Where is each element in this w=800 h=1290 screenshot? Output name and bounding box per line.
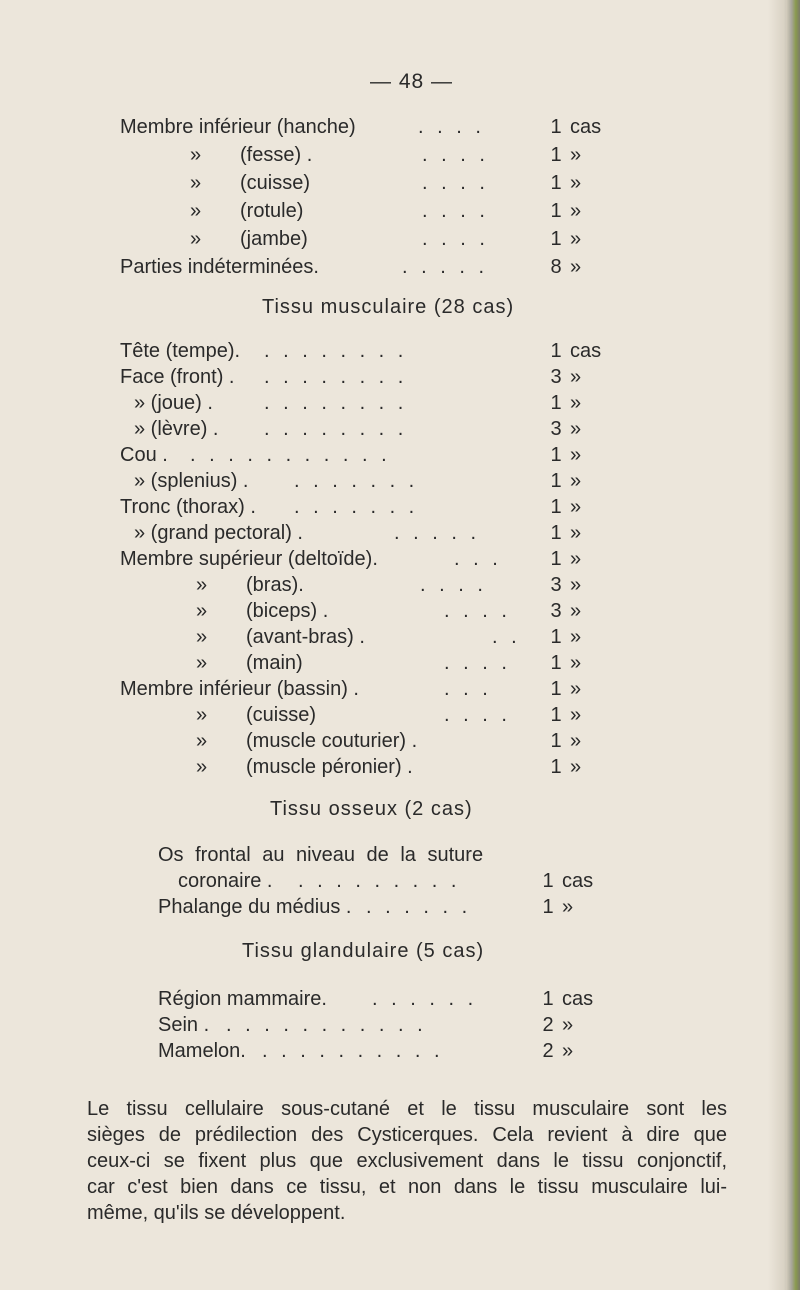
row-unit: » [570, 172, 582, 194]
row-label: » (avant-bras) . [196, 626, 365, 648]
row-label: Mamelon. [158, 1040, 246, 1062]
body-paragraph [87, 1096, 727, 1226]
row-label: Tête (tempe). [120, 340, 241, 362]
row-unit: » [570, 418, 582, 440]
row-unit: » [570, 392, 582, 414]
row-dots: . . . . . . . . [264, 366, 408, 388]
row-label: coronaire . [178, 870, 273, 892]
row-dots: . . . . . . . . [264, 340, 408, 362]
row-label: Membre inférieur (hanche) [120, 116, 356, 138]
row-count: 1 [542, 896, 554, 918]
row-label: Membre inférieur (bassin) . [120, 678, 359, 700]
row-dots: . . . . [418, 116, 485, 138]
row-unit: » [570, 200, 582, 222]
row-unit: » [570, 144, 582, 166]
row-unit: » [570, 496, 582, 518]
row-count: 1 [550, 392, 562, 414]
row-unit: » [570, 626, 582, 648]
paragraph-line: même, qu'ils se développent. [87, 1202, 346, 1224]
row-count: 8 [550, 256, 562, 278]
row-count: 1 [550, 730, 562, 752]
row-unit: cas [562, 870, 594, 892]
row-label: » (main) [196, 652, 303, 674]
row-count: 3 [550, 418, 562, 440]
row-unit: » [562, 1040, 574, 1062]
row-unit: » [570, 444, 582, 466]
row-dots: . . . . [422, 144, 489, 166]
row-unit: » [570, 228, 582, 250]
row-count: 1 [550, 470, 562, 492]
row-unit: » [570, 652, 582, 674]
row-label: » (muscle couturier) . [196, 730, 418, 752]
row-unit: » [570, 600, 582, 622]
row-dots: . . . . . . . . . . [262, 1040, 444, 1062]
row-count: 3 [550, 600, 562, 622]
paragraph-line: sièges de prédilection des Cysticerques. Cela revient à dire que [87, 1124, 727, 1146]
row-count: 1 [550, 116, 562, 138]
row-dots: . . . . . . . . [264, 418, 408, 440]
row-label: » (lèvre) . [134, 418, 219, 440]
row-dots: . . . . . . [372, 988, 478, 1010]
row-count: 2 [542, 1040, 554, 1062]
row-count: 1 [550, 704, 562, 726]
paragraph-line: car c'est bien dans ce tissu, et non dans le tissu musculaire lui- [87, 1176, 727, 1198]
row-count: 1 [550, 548, 562, 570]
row-count: 3 [550, 574, 562, 596]
row-label: Parties indéterminées. [120, 256, 319, 278]
row-dots: . . . . . . [366, 896, 472, 918]
row-unit: cas [570, 116, 602, 138]
row-unit: » [570, 730, 582, 752]
row-dots: . . . . . . . [294, 470, 419, 492]
row-dots: . . . . . . . . . . . [190, 444, 391, 466]
row-unit: cas [570, 340, 602, 362]
row-count: 1 [542, 870, 554, 892]
row-dots: . . . . [422, 172, 489, 194]
section-heading-musculaire: Tissu musculaire (28 cas) [262, 296, 515, 318]
row-dots: . . . . . [394, 522, 481, 544]
row-label: Phalange du médius . [158, 896, 352, 918]
row-dots: . . . . [422, 228, 489, 250]
row-dots: . . [492, 626, 521, 648]
row-dots: . . . [454, 548, 502, 570]
row-count: 3 [550, 366, 562, 388]
row-dots: . . . . [422, 200, 489, 222]
row-count: 1 [550, 678, 562, 700]
row-label: » (bras). [196, 574, 304, 596]
row-unit: » [570, 574, 582, 596]
row-label: » (joue) . [134, 392, 213, 414]
row-label: Sein . [158, 1014, 210, 1036]
row-label: Face (front) . [120, 366, 235, 388]
page-number: — 48 — [370, 70, 454, 93]
row-count: 1 [550, 144, 562, 166]
row-unit: » [570, 756, 582, 778]
row-count: 1 [550, 228, 562, 250]
row-label: Cou . [120, 444, 168, 466]
row-count: 1 [550, 522, 562, 544]
paragraph-line: ceux-ci se fixent plus que exclusivement dans le tissu conjonctif, [87, 1150, 727, 1172]
row-count: 1 [550, 444, 562, 466]
page-edge [786, 0, 800, 1290]
row-dots: . . . [444, 678, 492, 700]
row-unit: » [570, 522, 582, 544]
section-heading-osseux: Tissu osseux (2 cas) [270, 798, 473, 820]
row-count: 1 [550, 652, 562, 674]
row-dots: . . . . . [402, 256, 489, 278]
row-label: » (cuisse) [196, 704, 317, 726]
row-unit: » [570, 548, 582, 570]
row-dots: . . . . . . . [294, 496, 419, 518]
row-label: » (cuisse) [190, 172, 311, 194]
row-unit: cas [562, 988, 594, 1010]
row-unit: » [562, 1014, 574, 1036]
row-label: Os frontal au niveau de la suture [158, 844, 484, 866]
row-count: 1 [550, 496, 562, 518]
row-count: 2 [542, 1014, 554, 1036]
row-label: » (grand pectoral) . [134, 522, 303, 544]
row-dots: . . . . [420, 574, 487, 596]
row-label: » (rotule) [190, 200, 304, 222]
row-label: » (muscle péronier) . [196, 756, 413, 778]
row-label: Région mammaire. [158, 988, 327, 1010]
row-label: » (biceps) . [196, 600, 329, 622]
row-label: Tronc (thorax) . [120, 496, 256, 518]
row-label: » (splenius) . [134, 470, 249, 492]
row-count: 1 [550, 340, 562, 362]
row-dots: . . . . [444, 704, 511, 726]
row-label: Membre supérieur (deltoïde). [120, 548, 378, 570]
row-dots: . . . . [444, 600, 511, 622]
row-dots: . . . . . . . . [264, 392, 408, 414]
row-count: 1 [550, 626, 562, 648]
row-unit: » [570, 366, 582, 388]
row-count: 1 [542, 988, 554, 1010]
row-unit: » [570, 256, 582, 278]
row-dots: . . . . . . . . . . . [226, 1014, 427, 1036]
row-label: » (jambe) [190, 228, 308, 250]
row-count: 1 [550, 200, 562, 222]
row-unit: » [570, 678, 582, 700]
row-unit: » [562, 896, 574, 918]
paragraph-line: Le tissu cellulaire sous-cutané et le tissu musculaire sont les [87, 1098, 727, 1120]
row-unit: » [570, 470, 582, 492]
row-count: 1 [550, 172, 562, 194]
section-heading-glandulaire: Tissu glandulaire (5 cas) [242, 940, 485, 962]
row-count: 1 [550, 756, 562, 778]
row-dots: . . . . [444, 652, 511, 674]
row-dots: . . . . . . . . . [298, 870, 461, 892]
row-unit: » [570, 704, 582, 726]
row-label: » (fesse) . [190, 144, 313, 166]
